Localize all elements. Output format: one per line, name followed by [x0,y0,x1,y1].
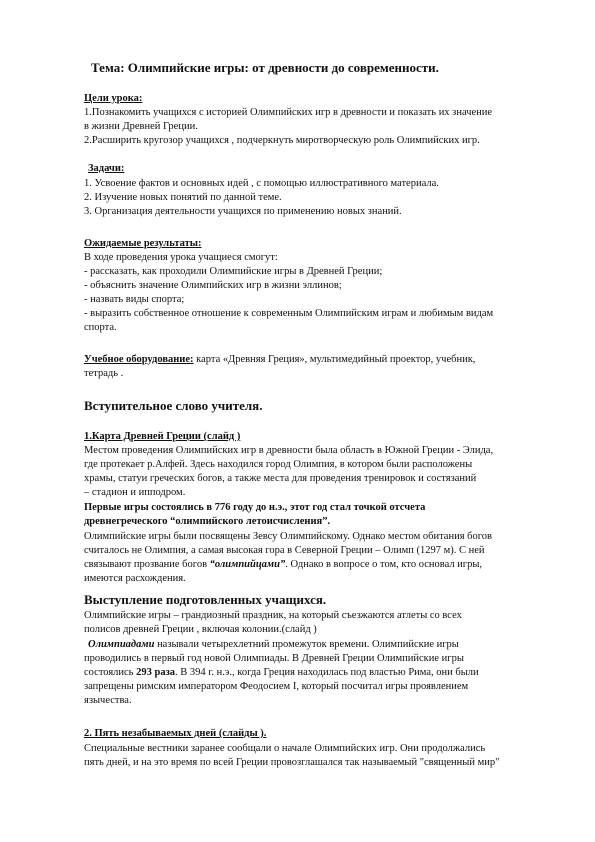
section1-text-b: . Однако в вопросе о том, кто основал игры, [285,559,483,570]
results-heading: Ожидаемые результаты: [84,238,202,249]
tasks-line-1: 1. Усвоение фактов и основных идей , с помощью иллюстративного материала. [84,178,439,189]
speakers-bold-count: 293 раза [136,667,176,678]
speakers-line-2: полисов древней Греции , включая колонии.(слайд ) [84,624,317,635]
section1-line-7 [84,558,482,571]
results-line-3: - объяснить значение Олимпийских игр в жизни эллинов; [84,280,342,291]
tasks-line-3: 3. Организация деятельности учащихся по применению новых знаний. [84,206,402,217]
intro-heading: Вступительное слово учителя. [84,398,263,413]
section1-line-5: Олимпийские игры были посвящены Зевсу Олимпийскому. Однако местом обитания богов [84,531,492,542]
section1-text-a: связывают прозвание богов [84,559,210,570]
section2-line-2: пять дней, и на это время по всей Греции провозглашался так называемый "священный мир" [84,757,500,768]
section1-line-2: где протекает р.Алфей. Здесь находился город Олимпия, в котором были расположены [84,459,473,470]
speakers-text-b: состоялись [84,667,137,678]
speakers-line-7: язычества. [84,695,132,706]
section1-line-1: Местом проведения Олимпийских игр в древности была область в Южной Греции - Элида, [84,445,494,456]
section2-line-1: Специальные вестники заранее сообщали о начале Олимпийских игр. Они продолжались [84,743,486,754]
equipment-text: карта «Древняя Греция», мультимедийный проектор, учебник, [193,354,476,365]
speakers-emphasis: Олимпиадами [88,639,155,650]
speakers-heading: Выступление подготовленных учащихся. [84,592,327,607]
section1-line-6: считалось не Олимпия, а самая высокая гора в Северной Греции – Олимп (1297 м). С ней [84,545,485,556]
speakers-line-4: проводились в первый год новой Олимпиады. В Древней Греции Олимпийские игры [84,653,464,664]
equipment-line-1 [84,353,475,366]
results-line-2: - рассказать, как проходили Олимпийские игры в Древней Греции; [84,266,383,277]
results-line-5: - выразить собственное отношение к современным Олимпийским играм и любимым видам [84,308,494,319]
section1-bold-line-1: Первые игры состоялись в 776 году до н.э., этот год стал точкой отсчета [84,502,426,513]
equipment-line-2: тетрадь . [84,368,124,379]
results-line-4: - назвать виды спорта; [84,294,185,305]
section1-line-8: имеются расхождения. [84,573,186,584]
section1-bold-line-2: древнегреческого “олимпийского летоисчисления”. [84,516,331,527]
section1-line-4: – стадион и ипподром. [84,487,186,498]
speakers-line-5 [84,666,479,679]
section1-heading: 1.Карта Древней Греции (слайд ) [84,431,241,442]
speakers-line-3 [88,638,459,651]
speakers-line-6: запрещены римским императором Феодосием I, который посчитал игры проявлением [84,681,469,692]
section1-emphasis: “олимпийцами” [209,559,286,570]
section2-heading: 2. Пять незабываемых дней (слайды ). [84,728,267,739]
goals-line-1: 1.Познакомить учащихся с историей Олимпийских игр в древности и показать их значение [84,107,493,118]
goals-line-3: 2.Расширить кругозор учащихся , подчеркнуть миротворческую роль Олимпийских игр. [84,135,480,146]
speakers-text-a: называли четырехлетний промежуток времени. Олимпийские игры [154,639,459,650]
speakers-line-1: Олимпийские игры – грандиозный праздник, на который съезжаются атлеты со всех [84,610,462,621]
tasks-line-2: 2. Изучение новых понятий по данной теме. [84,192,282,203]
goals-line-2: в жизни Древней Греции. [84,121,198,132]
page-title: Тема: Олимпийские игры: от древности до современности. [91,60,439,75]
equipment-label: Учебное оборудование: [84,354,194,365]
results-line-1: В ходе проведения урока учащиеся смогут: [84,252,278,263]
tasks-heading: Задачи: [88,163,125,174]
speakers-text-c: . В 394 г. н.э., когда Греция находилась под властью Рима, они были [175,667,479,678]
section1-line-3: храмы, статуи греческих богов, а также места для проведения тренировок и состязаний [84,473,477,484]
results-line-6: спорта. [84,322,117,333]
goals-heading: Цели урока: [84,93,143,104]
